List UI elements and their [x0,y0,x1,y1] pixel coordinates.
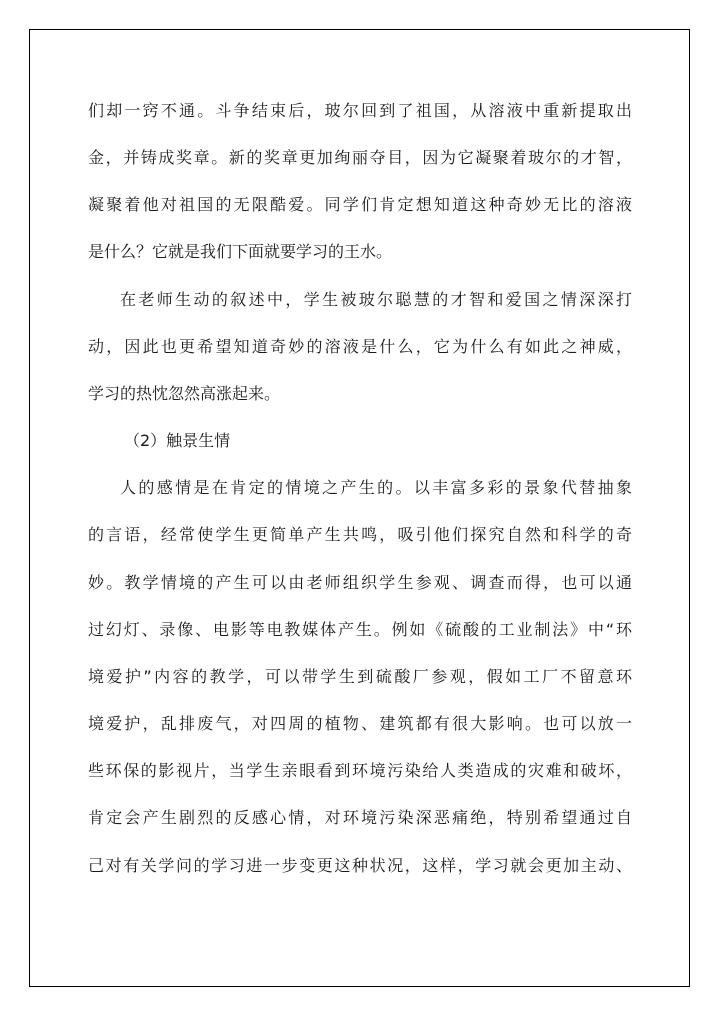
text-line-13: 境爱护”内容的教学，可以带学生到硫酸厂参观，假如工厂不留意环 [88,667,632,686]
text-line-5: 在老师生动的叙述中，学生被玻尔聪慧的才智和爱国之情深深打 [120,290,632,309]
text-line-6: 动，因此也更希望知道奇妙的溶液是什么，它为什么有如此之神威， [88,337,632,356]
section-heading: （2）触景生情 [124,431,231,450]
text-line-3: 凝聚着他对祖国的无限酷爱。同学们肯定想知道这种奇妙无比的溶液 [88,195,632,214]
text-line-4: 是什么？它就是我们下面就要学习的王水。 [88,242,393,261]
text-line-10: 的言语，经常使学生更简单产生共鸣，吸引他们探究自然和科学的奇 [88,525,632,544]
text-line-9: 人的感情是在肯定的情境之产生的。以丰富多彩的景象代替抽象 [120,478,632,497]
page-border [29,29,690,987]
text-line-2: 金，并铸成奖章。新的奖章更加绚丽夺目，因为它凝聚着玻尔的才智， [88,148,632,167]
text-line-11: 妙。教学情境的产生可以由老师组织学生参观、调查而得，也可以通 [88,573,632,592]
text-line-17: 己对有关学问的学习进一步变更这种状况，这样，学习就会更加主动、 [88,856,632,875]
text-line-12: 过幻灯、录像、电影等电教媒体产生。例如《硫酸的工业制法》中“环 [88,620,632,639]
text-line-16: 肯定会产生剧烈的反感心情，对环境污染深恶痛绝，特别希望通过自 [88,808,632,827]
text-line-7: 学习的热忱忽然高涨起来。 [88,384,281,403]
text-line-14: 境爱护，乱排废气，对四周的植物、建筑都有很大影响。也可以放一 [88,714,632,733]
text-line-1: 们却一窍不通。斗争结束后，玻尔回到了祖国，从溶液中重新提取出 [88,101,632,120]
text-line-15: 些环保的影视片，当学生亲眼看到环境污染给人类造成的灾难和破坏， [88,761,632,780]
